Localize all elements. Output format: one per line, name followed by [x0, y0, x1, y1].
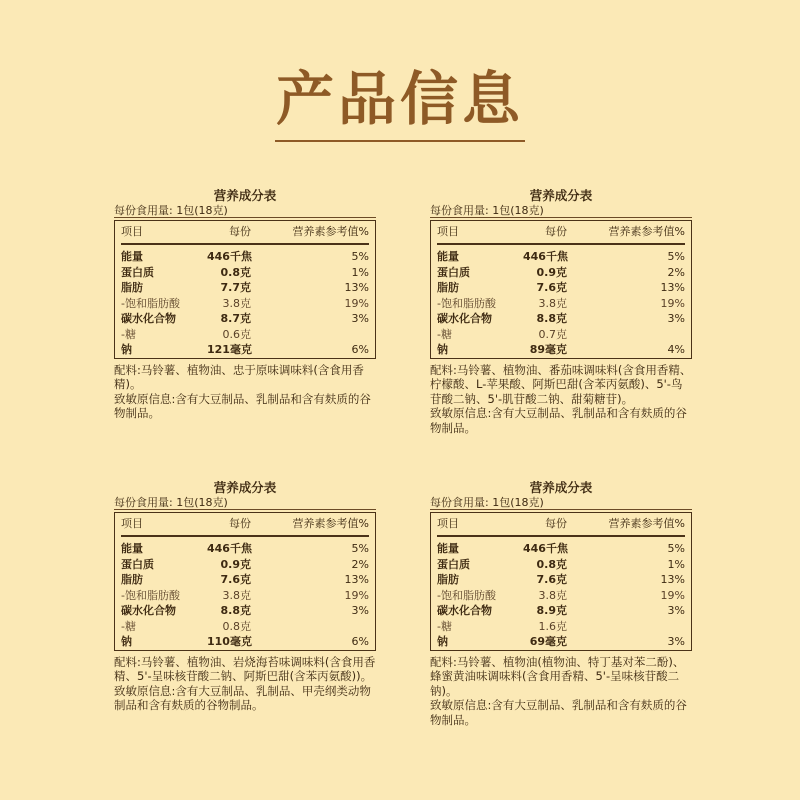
- header-cell: 营养素参考值%: [292, 225, 369, 238]
- table-cell: 19%: [344, 588, 369, 602]
- table-cell: 19%: [660, 588, 685, 602]
- table-row: [437, 557, 685, 573]
- table-cell: 0.8克: [220, 265, 251, 279]
- serving-size: 每份食用量: 1包(18克): [114, 202, 376, 218]
- table-row: [121, 311, 369, 327]
- table-cell: 钠: [437, 343, 448, 356]
- header-cell: 项目: [121, 225, 143, 238]
- table-cell: -饱和脂肪酸: [437, 588, 496, 602]
- header-cell: 每份: [229, 517, 251, 530]
- panel-notes: [114, 363, 376, 421]
- table-cell: 13%: [344, 573, 369, 586]
- table-header: [437, 221, 685, 245]
- table-cell: 碳水化合物: [437, 312, 492, 325]
- table-cell: 0.8克: [222, 619, 251, 633]
- table-cell: 5%: [667, 250, 685, 263]
- nutrition-panel: [430, 186, 692, 435]
- header-cell: 营养素参考值%: [608, 225, 685, 238]
- table-cell: 蛋白质: [437, 265, 470, 279]
- table-cell: 446千焦: [523, 542, 568, 555]
- table-cell: 钠: [121, 343, 132, 356]
- table-header: [121, 513, 369, 537]
- allergen-text: 致敏原信息:含有大豆制品、乳制品和含有麸质的谷物制品。: [430, 698, 687, 727]
- table-cell: 5%: [351, 542, 369, 555]
- panel-title: 营养成分表: [213, 480, 277, 495]
- table-row: [121, 327, 369, 343]
- header-cell: 项目: [437, 225, 459, 238]
- table-cell: 6%: [351, 343, 369, 356]
- nutrition-table: [114, 512, 376, 651]
- table-cell: 3%: [667, 604, 685, 617]
- table-cell: 3%: [667, 635, 685, 648]
- table-row: [121, 249, 369, 265]
- table-row: [121, 634, 369, 650]
- table-row: [437, 619, 685, 635]
- table-cell: -饱和脂肪酸: [437, 296, 496, 310]
- table-cell: 1%: [351, 265, 369, 279]
- table-cell: 0.8克: [536, 557, 567, 571]
- header-cell: 项目: [437, 517, 459, 530]
- table-row: [437, 296, 685, 312]
- serving-size: 每份食用量: 1包(18克): [430, 202, 692, 218]
- ingredients-text: 配料:马铃薯、植物油(植物油、特丁基对苯二酚)、蜂蜜黄油味调味料(含食用香精、5'-呈味核苷酸二钠)。: [430, 654, 685, 698]
- table-cell: -饱和脂肪酸: [121, 296, 180, 310]
- table-cell: [567, 619, 685, 635]
- table-cell: 3.8克: [222, 296, 251, 310]
- ingredients-text: 配料:马铃薯、植物油、忠于原味调味料(含食用香精)。: [114, 362, 364, 391]
- table-cell: 19%: [660, 296, 685, 310]
- table-cell: [567, 327, 685, 343]
- table-row: [121, 296, 369, 312]
- table-row: [437, 588, 685, 604]
- allergen-text: 致敏原信息:含有大豆制品、乳制品和含有麸质的谷物制品。: [430, 406, 687, 435]
- table-cell: 446千焦: [523, 250, 568, 263]
- table-row: [437, 265, 685, 281]
- table-cell: 7.6克: [536, 281, 567, 294]
- table-row: [121, 572, 369, 588]
- allergen-text: 致敏原信息:含有大豆制品、乳制品、甲壳纲类动物制品和含有麸质的谷物制品。: [114, 683, 371, 712]
- table-cell: 446千焦: [207, 542, 252, 555]
- table-row: [121, 557, 369, 573]
- panel-title: 营养成分表: [213, 188, 277, 203]
- table-row: [437, 327, 685, 343]
- table-header: [121, 221, 369, 245]
- table-cell: 钠: [121, 635, 132, 648]
- table-cell: 能量: [437, 250, 459, 263]
- table-cell: 脂肪: [437, 281, 459, 294]
- table-cell: -饱和脂肪酸: [121, 588, 180, 602]
- serving-size: 每份食用量: 1包(18克): [430, 494, 692, 510]
- table-cell: [251, 327, 369, 343]
- table-cell: 能量: [121, 250, 143, 263]
- panel-notes: [114, 655, 376, 713]
- table-cell: 3%: [351, 312, 369, 325]
- table-row: [121, 603, 369, 619]
- table-cell: 2%: [351, 557, 369, 571]
- table-cell: 446千焦: [207, 250, 252, 263]
- table-cell: 7.6克: [220, 573, 251, 586]
- table-cell: 0.7克: [538, 327, 567, 341]
- table-cell: 13%: [344, 281, 369, 294]
- table-cell: 碳水化合物: [121, 604, 176, 617]
- table-cell: 能量: [121, 542, 143, 555]
- table-row: [437, 603, 685, 619]
- table-cell: 蛋白质: [437, 557, 470, 571]
- table-cell: 碳水化合物: [121, 312, 176, 325]
- panel-title: 营养成分表: [529, 480, 593, 495]
- table-cell: -糖: [437, 619, 452, 633]
- table-cell: 3.8克: [538, 588, 567, 602]
- table-cell: 钠: [437, 635, 448, 648]
- title-underline: [275, 140, 525, 142]
- panel-title: 营养成分表: [529, 188, 593, 203]
- table-cell: 121毫克: [207, 343, 252, 356]
- ingredients-text: 配料:马铃薯、植物油、番茄味调味料(含食用香精、柠檬酸、L-苹果酸、阿斯巴甜(含苯丙氨酸)、5'-鸟苷酸二钠、5'-肌苷酸二钠、甜菊糖苷)。: [430, 362, 692, 406]
- table-cell: -糖: [121, 327, 136, 341]
- table-cell: 5%: [351, 250, 369, 263]
- table-cell: 4%: [667, 343, 685, 356]
- table-row: [121, 588, 369, 604]
- table-row: [121, 280, 369, 296]
- table-cell: 7.6克: [536, 573, 567, 586]
- table-cell: 69毫克: [529, 635, 567, 648]
- table-cell: 蛋白质: [121, 557, 154, 571]
- table-cell: 6%: [351, 635, 369, 648]
- table-cell: 脂肪: [121, 281, 143, 294]
- nutrition-panel: [430, 478, 692, 727]
- table-row: [437, 311, 685, 327]
- table-cell: 0.6克: [222, 327, 251, 341]
- table-cell: 脂肪: [121, 573, 143, 586]
- header-cell: 每份: [545, 225, 567, 238]
- table-row: [437, 634, 685, 650]
- header-cell: 每份: [229, 225, 251, 238]
- table-row: [437, 572, 685, 588]
- table-row: [121, 342, 369, 358]
- nutrition-table: [430, 220, 692, 359]
- table-row: [121, 265, 369, 281]
- table-cell: 8.8克: [536, 312, 567, 325]
- ingredients-text: 配料:马铃薯、植物油、岩烧海苔味调味料(含食用香精、5'-呈味核苷酸二钠、阿斯巴甜(含苯丙氨酸))。: [114, 654, 376, 683]
- table-cell: 2%: [667, 265, 685, 279]
- table-cell: 3.8克: [538, 296, 567, 310]
- table-cell: 8.7克: [220, 312, 251, 325]
- table-row: [437, 280, 685, 296]
- table-row: [121, 619, 369, 635]
- panel-notes: [430, 363, 692, 436]
- table-cell: [251, 619, 369, 635]
- table-cell: 1%: [667, 557, 685, 571]
- table-cell: 19%: [344, 296, 369, 310]
- panel-notes: [430, 655, 692, 728]
- header-cell: 项目: [121, 517, 143, 530]
- table-cell: 5%: [667, 542, 685, 555]
- table-cell: 0.9克: [220, 557, 251, 571]
- table-cell: 13%: [660, 573, 685, 586]
- table-cell: 蛋白质: [121, 265, 154, 279]
- serving-size: 每份食用量: 1包(18克): [114, 494, 376, 510]
- header-cell: 营养素参考值%: [292, 517, 369, 530]
- table-cell: 1.6克: [538, 619, 567, 633]
- nutrition-table: [114, 220, 376, 359]
- table-cell: -糖: [121, 619, 136, 633]
- table-cell: 碳水化合物: [437, 604, 492, 617]
- header-cell: 每份: [545, 517, 567, 530]
- table-cell: 13%: [660, 281, 685, 294]
- table-cell: -糖: [437, 327, 452, 341]
- table-row: [437, 249, 685, 265]
- table-cell: 8.9克: [536, 604, 567, 617]
- table-cell: 3%: [667, 312, 685, 325]
- nutrition-panel: [114, 186, 376, 421]
- table-cell: 7.7克: [220, 281, 251, 294]
- table-header: [437, 513, 685, 537]
- table-cell: 能量: [437, 542, 459, 555]
- table-cell: 3.8克: [222, 588, 251, 602]
- nutrition-panel: [114, 478, 376, 713]
- table-row: [437, 541, 685, 557]
- page-title: 产品信息: [275, 65, 524, 133]
- table-cell: 110毫克: [207, 635, 252, 648]
- table-cell: 3%: [351, 604, 369, 617]
- header-cell: 营养素参考值%: [608, 517, 685, 530]
- allergen-text: 致敏原信息:含有大豆制品、乳制品和含有麸质的谷物制品。: [114, 391, 371, 420]
- table-row: [121, 541, 369, 557]
- table-cell: 8.8克: [220, 604, 251, 617]
- table-cell: 89毫克: [529, 343, 567, 356]
- table-cell: 脂肪: [437, 573, 459, 586]
- table-cell: 0.9克: [536, 265, 567, 279]
- table-row: [437, 342, 685, 358]
- nutrition-table: [430, 512, 692, 651]
